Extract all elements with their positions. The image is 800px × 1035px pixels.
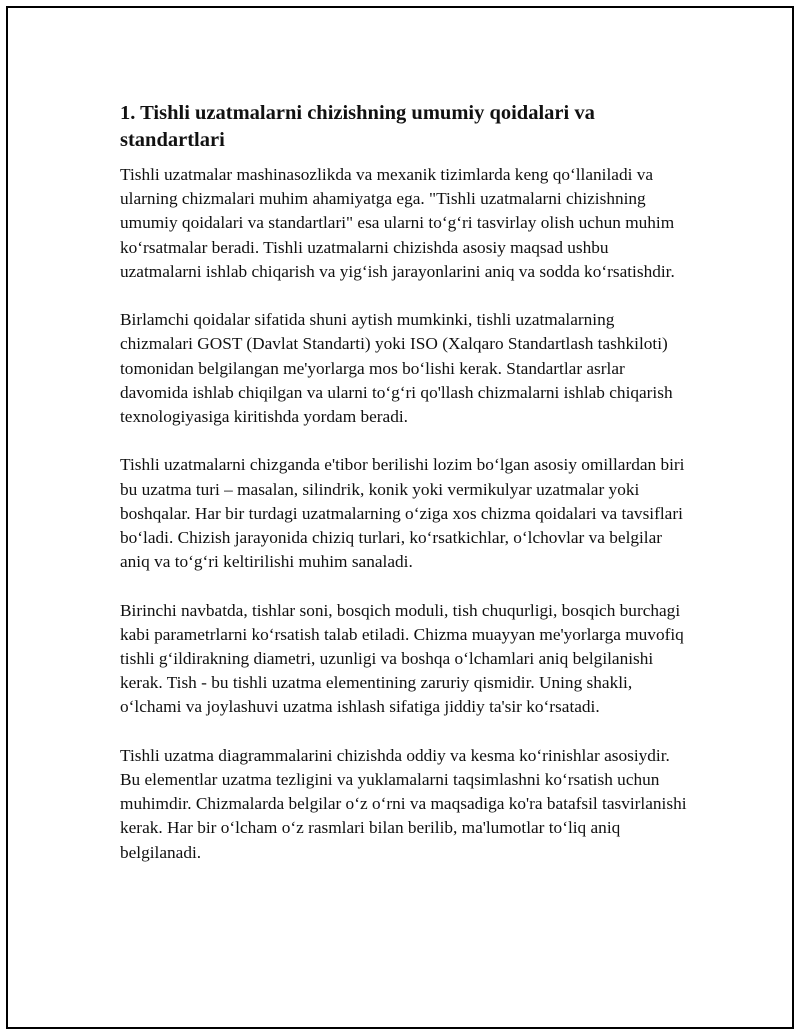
document-body bbox=[120, 100, 690, 889]
page-frame bbox=[6, 6, 794, 1029]
paragraph-5: Tishli uzatma diagrammalarini chizishda oddiy va kesma ko‘rinishlar asosiydir. Bu elementlar uzatma tezligini va yuklamalarni taqsimlashni ko‘rsatish uchun muhimdir. Chizmalarda belgilar o‘z o‘rni va maqsadiga ko'ra batafsil tasvirlanishi kerak. Har bir o‘lcham o‘z rasmlari bilan berilib, ma'lumotlar to‘liq aniq belgilanadi. bbox=[120, 745, 687, 862]
paragraph-4: Birinchi navbatda, tishlar soni, bosqich moduli, tish chuqurligi, bosqich burchagi kabi parametrlarni ko‘rsatish talab etiladi. Chizma muayyan me'yorlarga muvofiq tishli g‘ildirakning diametri, uzunligi va boshqa o‘lchamlari aniq belgilanishi kerak. Tish - bu tishli uzatma elementining zaruriy qismidir. Uning shakli, o‘lchami va joylashuvi uzatma ishlash sifatiga jiddiy ta'sir ko‘rsatadi. bbox=[120, 600, 684, 717]
paragraph-3: Tishli uzatmalarni chizganda e'tibor berilishi lozim bo‘lgan asosiy omillardan biri bu uzatma turi – masalan, silindrik, konik yoki vermikulyar uzatmalar yoki boshqalar. Har bir turdagi uzatmalarning o‘ziga xos chizma qoidalari va tavsiflari bo‘ladi. Chizish jarayonida chiziq turlari, ko‘rsatkichlar, o‘lchovlar va belgilar aniq va to‘g‘ri keltirilishi muhim sanaladi. bbox=[120, 455, 685, 572]
paragraph-1: Tishli uzatmalar mashinasozlikda va mexanik tizimlarda keng qo‘llaniladi va ularning chizmalari muhim ahamiyatga ega. "Tishli uzatmalarni chizishning umumiy qoidalari va standartlari" esa ularni to‘g‘ri tasvirlay olish uchun muhim ko‘rsatmalar beradi. Tishli uzatmalarni chizishda asosiy maqsad ushbu uzatmalarni ishlab chiqarish va yig‘ish jarayonlarini aniq va sodda ko‘rsatishdir. bbox=[120, 165, 675, 281]
paragraph-2: Birlamchi qoidalar sifatida shuni aytish mumkinki, tishli uzatmalarning chizmalari GOST (Davlat Standarti) yoki ISO (Xalqaro Standartlash tashkiloti) tomonidan belgilangan me'yorlarga mos bo‘lishi kerak. Standartlar asrlar davomida ishlab chiqilgan va ularni to‘g‘ri qo'llash chizmalarni ishlab chiqarish texnologiyasiga kiritishda yordam beradi. bbox=[120, 310, 673, 427]
section-heading: 1. Tishli uzatmalarni chizishning umumiy qoidalari va standartlari bbox=[120, 102, 595, 151]
